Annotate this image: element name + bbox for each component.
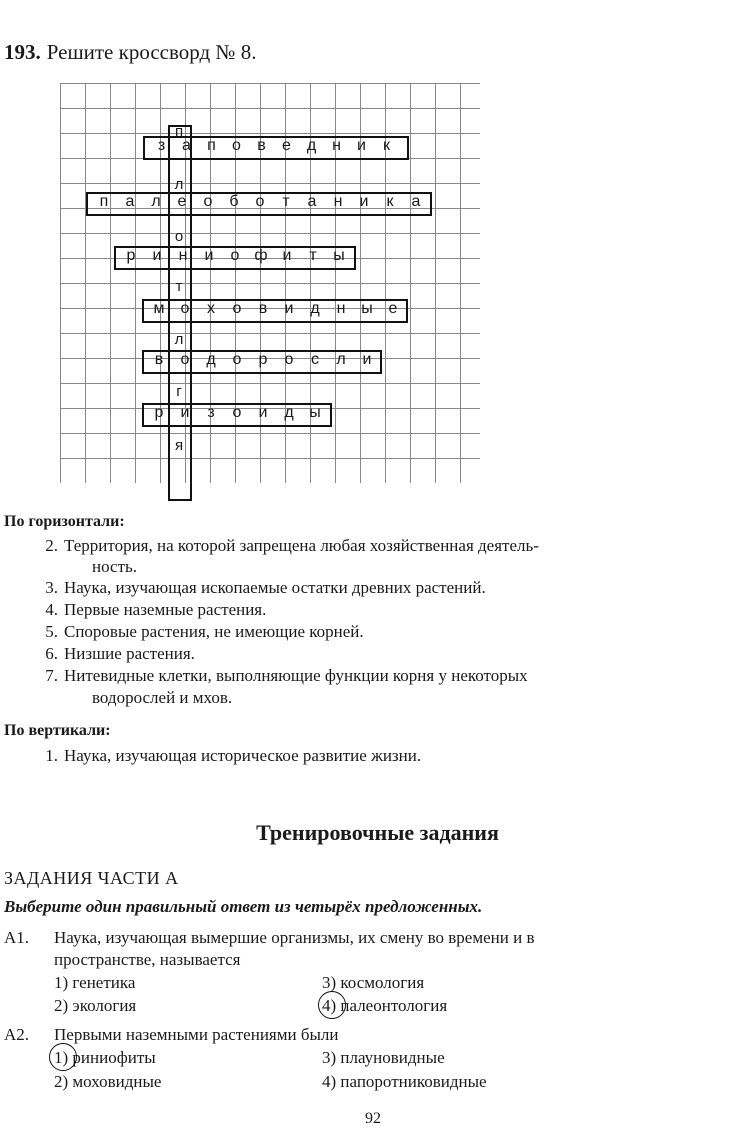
training-title: Тренировочные задания bbox=[256, 820, 499, 845]
answer-option: 4) папоротниковидные bbox=[322, 1072, 487, 1091]
exercise-title: Решите кроссворд № 8. bbox=[46, 40, 257, 64]
clue-number: 3. bbox=[45, 578, 58, 597]
across-word-2 bbox=[149, 137, 399, 155]
answer-option: 1) генетика bbox=[54, 973, 136, 992]
letter-cell: р bbox=[126, 247, 136, 264]
question-id: А2. bbox=[4, 1025, 30, 1044]
letter-cell: л bbox=[336, 351, 346, 368]
clue-text: Наука, изучающая ископаемые остатки древних растений. bbox=[64, 578, 486, 597]
letter-cell: ы bbox=[333, 247, 345, 264]
letter-cell: к bbox=[383, 137, 390, 154]
letter-cell: д bbox=[306, 137, 317, 154]
letter-cell: и bbox=[180, 404, 190, 421]
answer-circle-mark bbox=[49, 1043, 77, 1071]
letter-cell: о bbox=[284, 351, 294, 368]
letter-cell: и bbox=[284, 300, 294, 317]
horizontal-section-title: По горизонтали: bbox=[4, 513, 125, 530]
clue-item bbox=[36, 644, 195, 664]
letter-cell: п bbox=[99, 193, 109, 210]
clue-number: 2. bbox=[45, 536, 58, 555]
clue-text: Нитевидные клетки, выполняющие функции корня у некоторых bbox=[64, 666, 528, 685]
letter-cell: и bbox=[282, 247, 292, 264]
clue-text: Низшие растения. bbox=[64, 644, 195, 663]
page-number: 92 bbox=[365, 1110, 381, 1127]
answer-option: 3) космология bbox=[322, 973, 425, 992]
letter-cell: т bbox=[282, 193, 290, 210]
letter-cell: л bbox=[151, 193, 161, 210]
letter-cell: а bbox=[182, 137, 191, 154]
letter-cell: е bbox=[282, 137, 291, 154]
letter-cell: о bbox=[230, 247, 240, 264]
vertical-letter: п bbox=[174, 123, 184, 140]
letter-cell: а bbox=[307, 193, 317, 210]
clue-text: Наука, изучающая историческое развитие жизни. bbox=[64, 746, 422, 765]
question-a1 bbox=[4, 928, 534, 948]
vertical-letter: т bbox=[175, 278, 183, 295]
letter-cell: к bbox=[386, 193, 394, 210]
letter-cell: е bbox=[388, 300, 398, 317]
vertical-section-title: По вертикали: bbox=[4, 722, 111, 739]
letter-cell: д bbox=[206, 351, 216, 368]
part-title: ЗАДАНИЯ ЧАСТИ А bbox=[4, 868, 179, 888]
letter-cell: о bbox=[232, 137, 241, 154]
clue-text: Споровые растения, не имеющие корней. bbox=[64, 622, 364, 641]
clue-continuation: водорослей и мхов. bbox=[92, 688, 233, 707]
question-text: Первыми наземными растениями были bbox=[54, 1025, 339, 1044]
clue-number: 5. bbox=[45, 622, 58, 641]
across-word-5 bbox=[146, 300, 406, 318]
letter-cell: о bbox=[232, 351, 242, 368]
letter-cell: и bbox=[359, 193, 369, 210]
vertical-letter: г bbox=[176, 383, 182, 400]
answer-option: 2) моховидные bbox=[54, 1072, 162, 1091]
letter-cell: ф bbox=[254, 247, 268, 264]
letter-cell: ы bbox=[309, 404, 321, 421]
clue-number: 4. bbox=[45, 600, 58, 619]
letter-cell: р bbox=[258, 351, 268, 368]
letter-cell: и bbox=[204, 247, 214, 264]
letter-cell: в bbox=[258, 300, 268, 317]
answer-option: 3) плауновидные bbox=[322, 1048, 445, 1067]
answer-option-selected: 4) палеонтология bbox=[322, 996, 448, 1015]
letter-cell: с bbox=[311, 351, 319, 368]
letter-cell: ы bbox=[361, 300, 373, 317]
clue-item bbox=[36, 622, 364, 642]
clue-continuation: ность. bbox=[92, 557, 137, 576]
letter-cell: н bbox=[332, 137, 341, 154]
letter-cell: и bbox=[357, 137, 366, 154]
letter-cell: о bbox=[232, 300, 242, 317]
answer-option: 2) экология bbox=[54, 996, 137, 1015]
letter-cell: в bbox=[154, 351, 164, 368]
clue-number: 1. bbox=[45, 746, 58, 765]
across-word-7 bbox=[146, 404, 328, 422]
letter-cell: н bbox=[178, 247, 188, 264]
letter-cell: з bbox=[207, 404, 215, 421]
letter-cell: и bbox=[258, 404, 268, 421]
clue-item bbox=[36, 578, 486, 598]
across-word-3 bbox=[91, 193, 429, 211]
letter-cell: д bbox=[284, 404, 294, 421]
letter-cell: о bbox=[180, 300, 190, 317]
clue-item bbox=[36, 536, 539, 556]
question-a2 bbox=[4, 1025, 339, 1045]
letter-cell: о bbox=[203, 193, 213, 210]
question-continuation: пространстве, называется bbox=[54, 950, 241, 969]
letter-cell: в bbox=[257, 137, 266, 154]
letter-cell: о bbox=[180, 351, 190, 368]
letter-cell: р bbox=[154, 404, 164, 421]
answer-option-selected: 1) риниофиты bbox=[54, 1048, 156, 1067]
clue-item bbox=[36, 746, 421, 766]
vertical-letter: я bbox=[174, 437, 184, 454]
letter-cell: и bbox=[152, 247, 162, 264]
clue-item bbox=[36, 666, 528, 686]
across-word-6 bbox=[146, 351, 380, 369]
letter-cell: х bbox=[207, 300, 215, 317]
letter-cell: н bbox=[336, 300, 346, 317]
letter-cell: а bbox=[411, 193, 421, 210]
answer-circle-mark bbox=[318, 991, 346, 1019]
letter-cell: н bbox=[333, 193, 343, 210]
instruction: Выберите один правильный ответ из четырёх предложенных. bbox=[4, 897, 483, 916]
clue-number: 7. bbox=[45, 666, 58, 685]
letter-cell: б bbox=[229, 193, 239, 210]
vertical-letter: о bbox=[174, 228, 184, 245]
question-text: Наука, изучающая вымершие организмы, их смену во времени и в bbox=[54, 928, 535, 947]
exercise-number: 193. bbox=[4, 40, 41, 64]
letter-cell: д bbox=[310, 300, 320, 317]
question-id: А1. bbox=[4, 928, 30, 947]
clue-item bbox=[36, 600, 266, 620]
clue-text: Территория, на которой запрещена любая хозяйственная деятель- bbox=[64, 536, 539, 555]
letter-cell: о bbox=[255, 193, 265, 210]
letter-cell: т bbox=[309, 247, 317, 264]
vertical-letter: л bbox=[174, 176, 184, 193]
letter-cell: о bbox=[232, 404, 242, 421]
letter-cell: и bbox=[362, 351, 372, 368]
letter-cell: з bbox=[157, 137, 166, 154]
letter-cell: п bbox=[207, 137, 216, 154]
clue-text: Первые наземные растения. bbox=[64, 600, 267, 619]
vertical-letter: л bbox=[174, 331, 184, 348]
letter-cell: е bbox=[177, 193, 187, 210]
crossword-grid bbox=[60, 83, 480, 483]
letter-cell: м bbox=[153, 300, 165, 317]
exercise-heading bbox=[4, 40, 256, 65]
clue-number: 6. bbox=[45, 644, 58, 663]
across-word-4 bbox=[118, 247, 352, 265]
letter-cell: а bbox=[125, 193, 135, 210]
